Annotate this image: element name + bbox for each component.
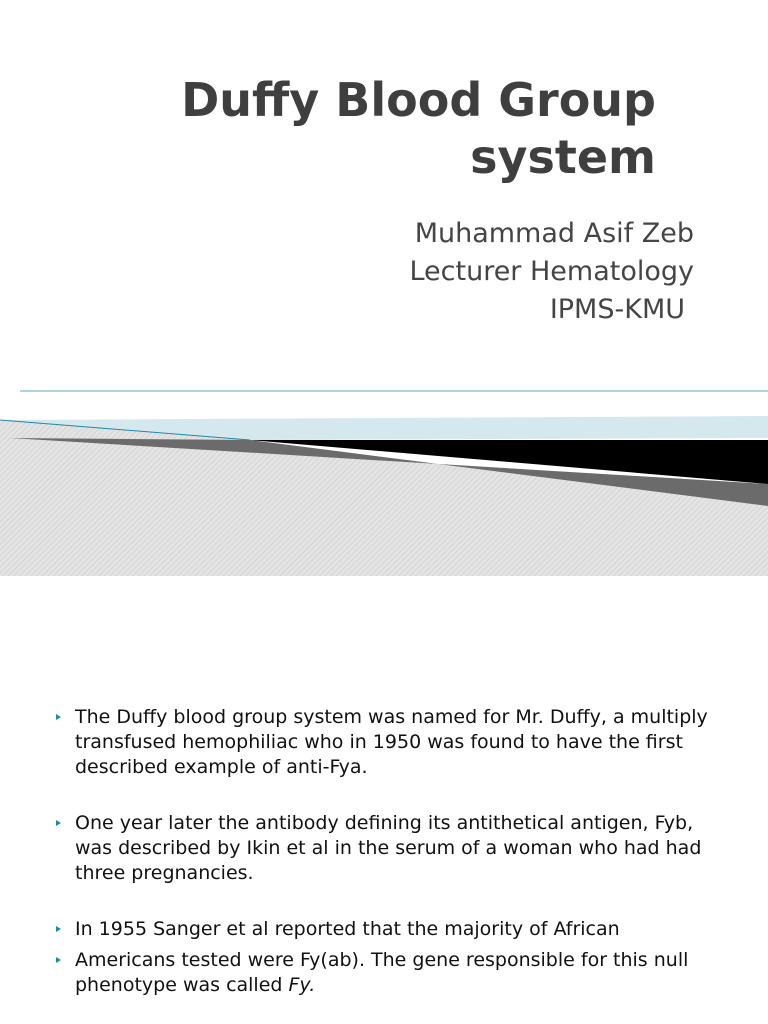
- bullet-italic-text: Fy.: [288, 974, 316, 996]
- bullet-arrow-icon: [56, 957, 61, 963]
- bullet-arrow-icon: [56, 714, 61, 720]
- author-name: Muhammad Asif Zeb: [414, 218, 694, 249]
- title-line-1: Duffy Blood Group: [181, 73, 656, 127]
- bullet-text: The Duffy blood group system was named for Mr. Duffy, a multiply transfused hemophiliac who in 1950 was found to have the first described example of anti-Fya.: [75, 706, 708, 778]
- author-institution: IPMS-KMU: [549, 294, 685, 325]
- bullet-item: [50, 705, 730, 780]
- slide-title: [56, 72, 656, 186]
- bullet-text: Americans tested were Fy(ab). The gene responsible for this null phenotype was called: [75, 949, 689, 996]
- bullet-arrow-icon: [56, 926, 61, 932]
- bullet-item: [50, 811, 730, 886]
- title-line-2: system: [470, 130, 656, 184]
- bullet-list: [50, 705, 730, 998]
- bullet-item: [50, 917, 730, 942]
- bullet-text: In 1955 Sanger et al reported that the majority of African: [75, 918, 620, 940]
- bullet-text: One year later the antibody defining its antithetical antigen, Fyb, was described by Ikin et al in the serum of a woman who had had three pregnancies.: [75, 812, 702, 884]
- decorative-band: [0, 380, 768, 580]
- subtitle-block: [194, 215, 694, 329]
- author-position: Lecturer Hematology: [409, 256, 694, 287]
- bullet-arrow-icon: [56, 820, 61, 826]
- bullet-item: [50, 948, 730, 998]
